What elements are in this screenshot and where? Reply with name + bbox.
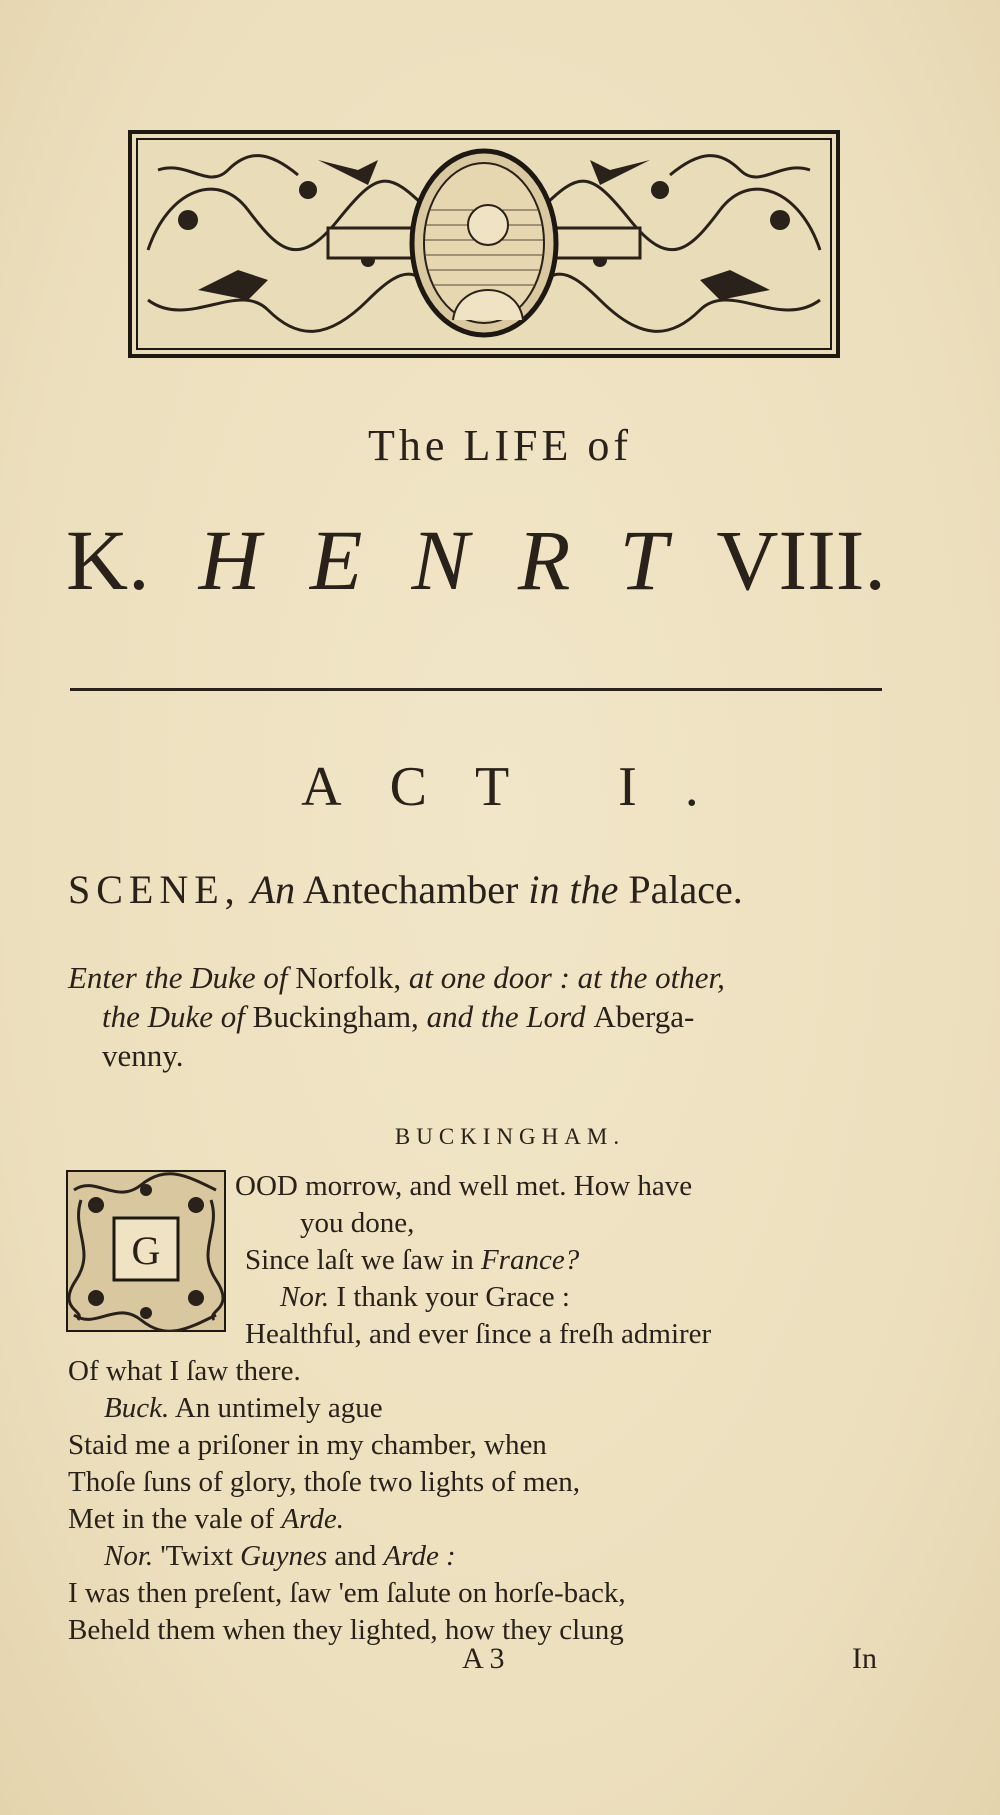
stage-line: [68, 958, 888, 997]
act-heading: ACT I.: [301, 756, 747, 818]
verse-line: [68, 1427, 547, 1463]
text-run: venny.: [102, 1038, 184, 1073]
text-run: Buck.: [104, 1392, 170, 1424]
text-run: I thank your Grace :: [329, 1281, 570, 1313]
text-run: the Duke of: [102, 999, 253, 1034]
text-run: Aberga-: [593, 999, 695, 1034]
text-run: Nor.: [104, 1540, 154, 1572]
text-run: I was then preſent, ſaw 'em ſalute on horſe-back,: [68, 1577, 626, 1609]
scene-desc-part: Antechamber: [302, 867, 519, 912]
scene-desc-part: Palace.: [628, 867, 743, 912]
text-run: Buckingham,: [252, 999, 427, 1034]
horizontal-rule: [70, 688, 882, 691]
verse-line: [68, 1501, 344, 1537]
text-run: France?: [480, 1244, 580, 1276]
verse-line: [68, 1464, 580, 1500]
text-run: Beheld them when they lighted, how they clung: [68, 1614, 624, 1646]
text-run: Arde :: [383, 1540, 456, 1572]
text-run: Arde.: [281, 1503, 344, 1535]
scene-desc-part: in the: [528, 867, 619, 912]
verse-line: [68, 1612, 624, 1648]
verse-line: [104, 1538, 456, 1574]
title-part: R: [517, 512, 571, 608]
speaker-heading: BUCKINGHAM.: [394, 1124, 626, 1149]
stage-line: [68, 1036, 888, 1075]
title-part: T: [619, 512, 668, 608]
text-run: Enter the Duke of: [68, 960, 296, 995]
catchword: In: [852, 1642, 877, 1675]
text-run: Since laſt we ſaw in: [245, 1244, 481, 1276]
text-run: Staid me a priſoner in my chamber, when: [68, 1429, 547, 1461]
text-run: at one door : at the other,: [408, 960, 725, 995]
text-run: OOD morrow, and well met. How have: [235, 1170, 693, 1202]
text-run: Norfolk,: [295, 960, 409, 995]
scene-heading: [68, 866, 743, 913]
title-part: N: [411, 512, 469, 608]
title-part: E: [309, 512, 363, 608]
text-run: Of what I ſaw there.: [68, 1355, 301, 1387]
text-run: An untimely ague: [169, 1392, 383, 1424]
text-run: Guynes: [240, 1540, 328, 1572]
verse-line: [104, 1390, 383, 1426]
text-run: Healthful, and ever ſince a freſh admirer: [245, 1318, 712, 1350]
text-run: and: [327, 1540, 384, 1572]
verse-line: [300, 1205, 414, 1241]
text-run: Met in the vale of: [68, 1503, 282, 1535]
text-run: and the Lord: [426, 999, 594, 1034]
scene-label: SCENE,: [68, 867, 241, 912]
text-run: Thoſe ſuns of glory, thoſe two lights of men,: [68, 1466, 581, 1498]
text-run: 'Twixt: [153, 1540, 241, 1572]
ornamental-headpiece-icon: [128, 130, 840, 358]
verse-line: [68, 1575, 626, 1611]
verse-line: [245, 1316, 711, 1352]
title-part: H: [198, 512, 261, 608]
verse-line: [245, 1242, 579, 1278]
title-main: [66, 510, 886, 610]
dropcap-letter: G: [131, 1228, 161, 1273]
verse-line: [235, 1168, 692, 1204]
page-signature: A 3: [462, 1642, 505, 1675]
stage-direction: [68, 958, 888, 1075]
text-run: Nor.: [280, 1281, 330, 1313]
scene-desc-part: An: [250, 867, 296, 912]
title-line-top: The LIFE of: [368, 421, 632, 470]
title-part: K.: [66, 512, 150, 608]
verse-line: [68, 1353, 301, 1389]
text-run: you done,: [300, 1207, 415, 1239]
stage-line: [68, 997, 888, 1036]
verse-line: [280, 1279, 570, 1315]
title-part: VIII.: [716, 512, 886, 608]
